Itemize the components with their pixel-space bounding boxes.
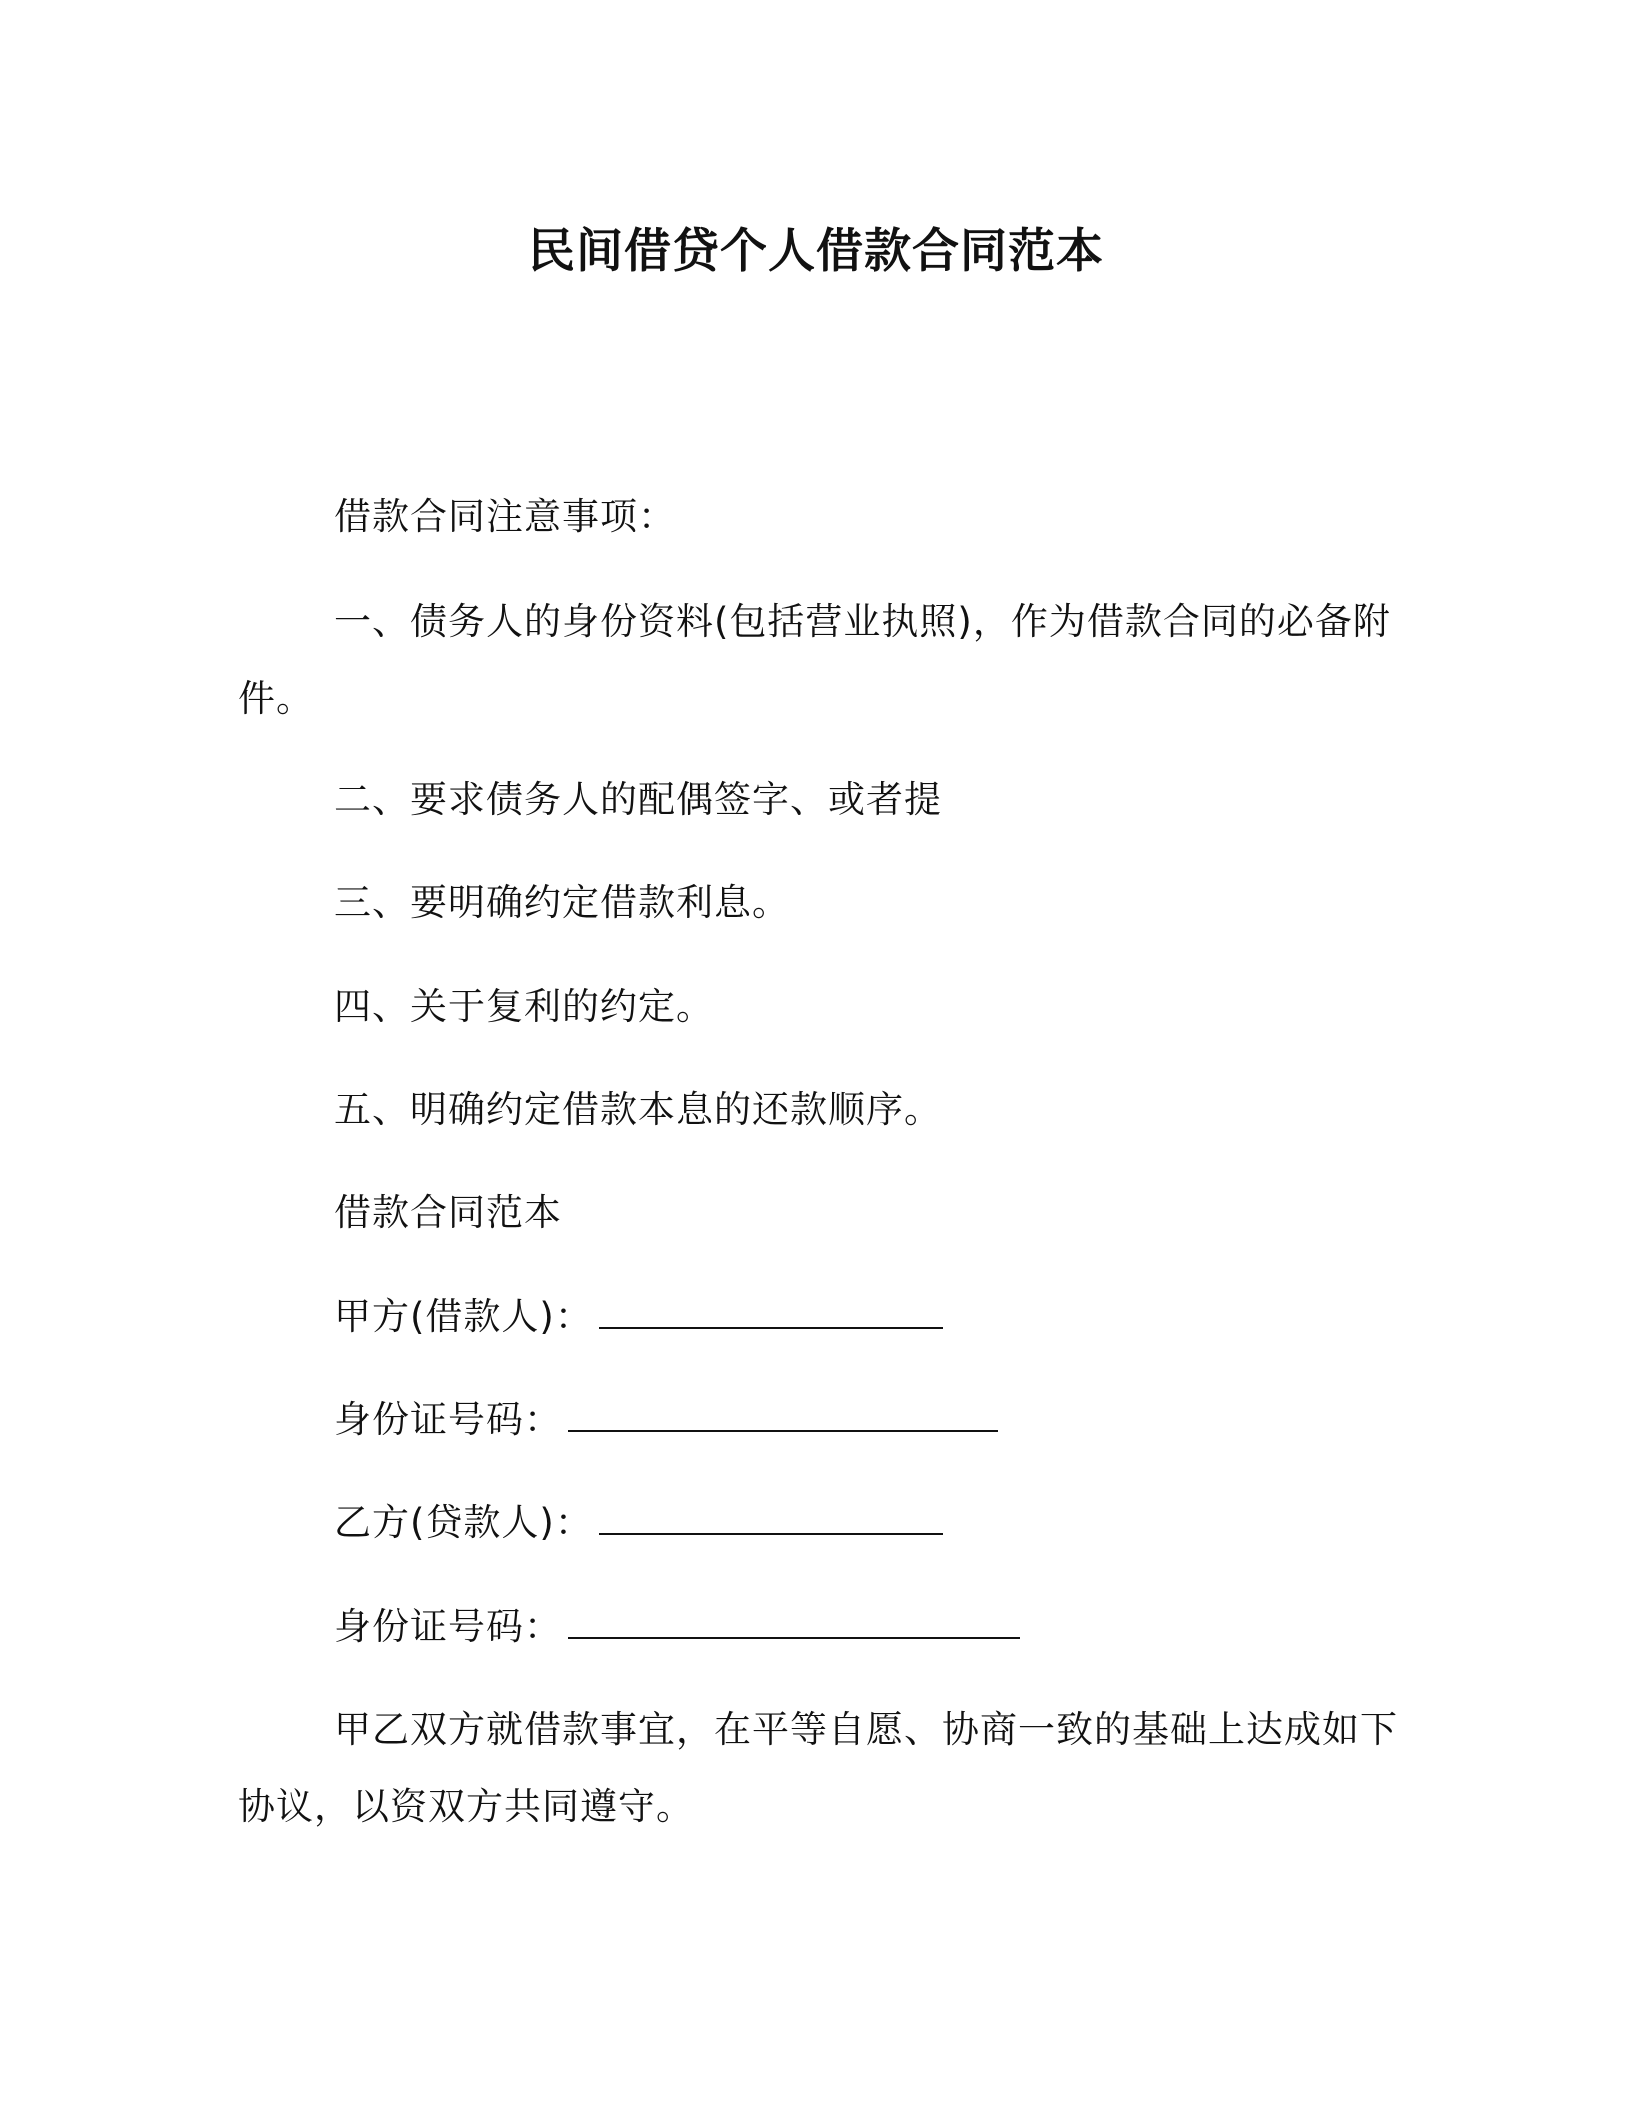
party-a-blank[interactable] bbox=[599, 1293, 943, 1329]
note-item-3: 三、要明确约定借款利息。 bbox=[334, 881, 790, 924]
template-heading: 借款合同范本 bbox=[334, 1191, 562, 1234]
party-a-row bbox=[334, 1292, 943, 1342]
note-item-1-line-1: 一、债务人的身份资料(包括营业执照)，作为借款合同的必备附 bbox=[334, 600, 1391, 643]
party-b-blank[interactable] bbox=[599, 1499, 943, 1535]
document-title: 民间借贷个人借款合同范本 bbox=[528, 224, 1104, 279]
note-item-5: 五、明确约定借款本息的还款顺序。 bbox=[334, 1088, 942, 1131]
agreement-line-1: 甲乙双方就借款事宜，在平等自愿、协商一致的基础上达成如下 bbox=[334, 1708, 1398, 1751]
note-item-2: 二、要求债务人的配偶签字、或者提 bbox=[334, 778, 942, 821]
party-a-id-row bbox=[334, 1395, 998, 1445]
party-a-label: 甲方(借款人)： bbox=[334, 1295, 593, 1338]
party-b-id-row bbox=[334, 1602, 1020, 1652]
note-item-1-line-2: 件。 bbox=[238, 677, 314, 720]
notes-heading: 借款合同注意事项： bbox=[334, 495, 676, 538]
note-item-4: 四、关于复利的约定。 bbox=[334, 985, 714, 1028]
party-b-row bbox=[334, 1498, 943, 1548]
party-b-label: 乙方(贷款人)： bbox=[334, 1501, 593, 1544]
agreement-line-2: 协议，以资双方共同遵守。 bbox=[238, 1785, 694, 1828]
party-b-id-blank[interactable] bbox=[568, 1603, 1020, 1639]
party-b-id-label: 身份证号码： bbox=[334, 1605, 562, 1648]
party-a-id-blank[interactable] bbox=[568, 1396, 998, 1432]
party-a-id-label: 身份证号码： bbox=[334, 1398, 562, 1441]
